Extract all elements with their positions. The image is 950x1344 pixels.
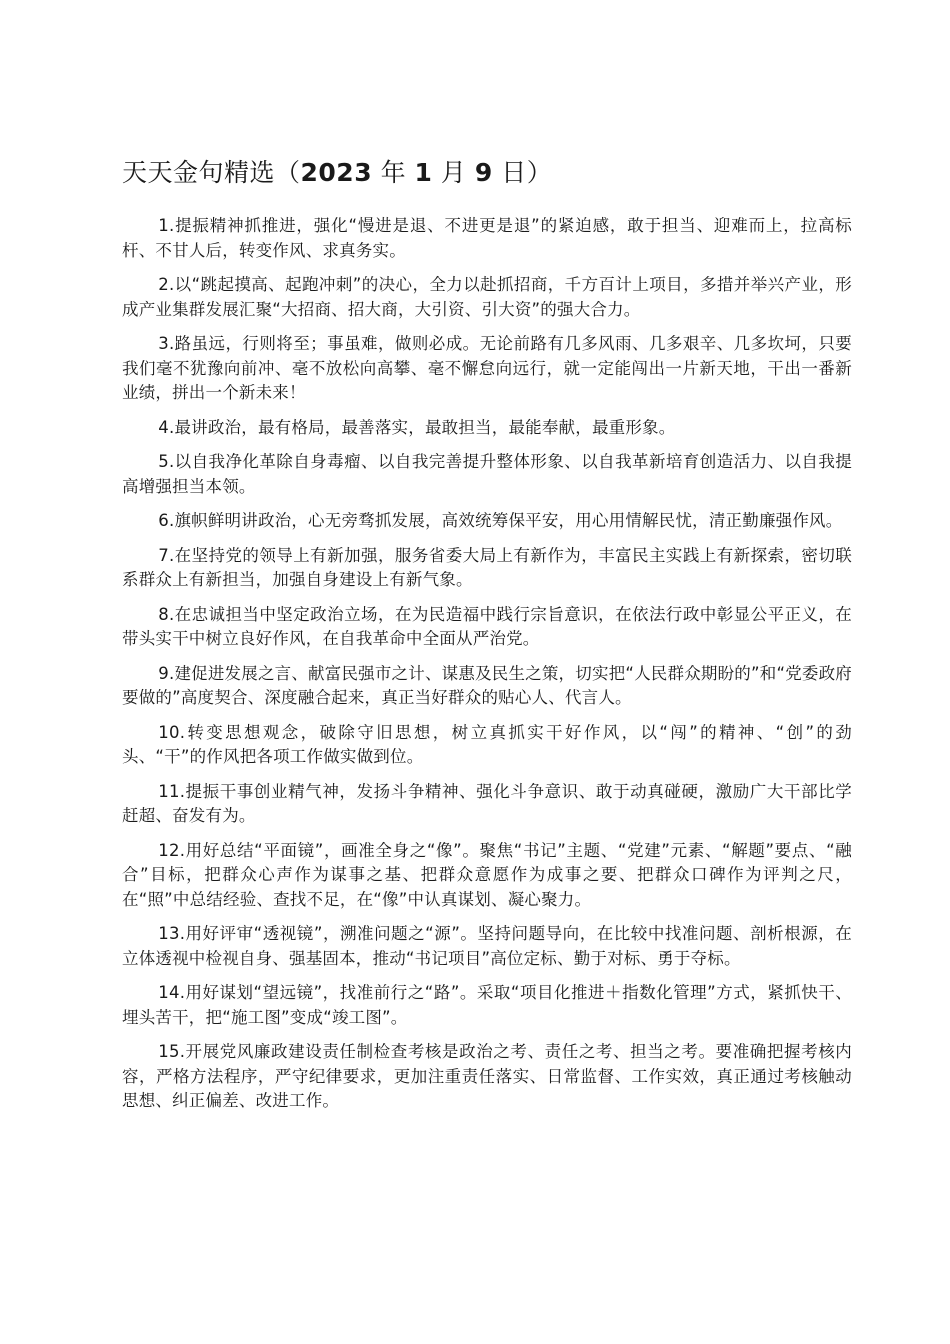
title-month: 1	[414, 158, 433, 187]
title-year: 2023	[300, 158, 373, 187]
quote-item: 3.路虽远，行则将至；事虽难，做则必成。无论前路有几多风雨、几多艰辛、几多坎坷，只要我们毫不犹豫向前冲、毫不放松向高攀、毫不懈怠向远行，就一定能闯出一片新天地，干出一番新业绩，拼出一个新未来！	[122, 334, 852, 402]
quote-item: 12.用好总结“平面镜”，画准全身之“像”。聚焦“书记”主题、“党建”元素、“解题”要点、“融合”目标，把群众心声作为谋事之基、把群众意愿作为成事之要、把群众口碑作为评判之尺，在“照”中总结经验、查找不足，在“像”中认真谋划、凝心聚力。	[122, 840, 852, 909]
title-day-unit: 日	[501, 158, 527, 187]
title-day: 9	[474, 158, 493, 187]
quote-item: 15.开展党风廉政建设责任制检查考核是政治之考、责任之考、担当之考。要准确把握考核内容，严格方法程序，严守纪律要求，更加注重责任落实、日常监督、工作实效，真正通过考核触动思想、纠正偏差、改进工作。	[122, 1042, 852, 1110]
quote-item: 9.建促进发展之言、献富民强市之计、谋惠及民生之策，切实把“人民群众期盼的”和“党委政府要做的”高度契合、深度融合起来，真正当好群众的贴心人、代言人。	[122, 663, 852, 707]
quote-item: 5.以自我净化革除自身毒瘤、以自我完善提升整体形象、以自我革新培育创造活力、以自我提高增强担当本领。	[122, 452, 852, 496]
quote-item: 11.提振干事创业精气神，发扬斗争精神、强化斗争意识、敢于动真碰硬，激励广大干部比学赶超、奋发有为。	[122, 781, 852, 825]
quote-item: 14.用好谋划“望远镜”，找准前行之“路”。采取“项目化推进＋指数化管理”方式，紧抓快干、埋头苦干，把“施工图”变成“竣工图”。	[122, 983, 852, 1027]
title-suffix: ）	[526, 158, 553, 187]
quote-item: 6.旗帜鲜明讲政治，心无旁骛抓发展，高效统筹保平安，用心用情解民忧，清正勤廉强作风。	[158, 511, 843, 530]
title-prefix: 天天金句精选（	[122, 158, 301, 187]
title-month-unit: 月	[440, 158, 467, 187]
quote-item: 1.提振精神抓推进，强化“慢进是退、不进更是退”的紧迫感，敢于担当、迎难而上，拉高标杆、不甘人后，转变作风、求真务实。	[122, 216, 852, 260]
document-title	[122, 150, 852, 196]
quote-item: 8.在忠诚担当中坚定政治立场，在为民造福中践行宗旨意识，在依法行政中彰显公平正义，在带头实干中树立良好作风，在自我革命中全面从严治党。	[122, 604, 852, 648]
title-year-unit: 年	[380, 158, 407, 187]
quote-item: 4.最讲政治，最有格局，最善落实，最敢担当，最能奉献，最重形象。	[158, 417, 676, 437]
quote-item: 7.在坚持党的领导上有新加强，服务省委大局上有新作为，丰富民主实践上有新探索，密切联系群众上有新担当，加强自身建设上有新气象。	[122, 545, 852, 589]
quote-item: 10.转变思想观念，破除守旧思想，树立真抓实干好作风，以“闯”的精神、“创”的劲头、“干”的作风把各项工作做实做到位。	[122, 722, 852, 766]
quote-list	[122, 214, 852, 1114]
quote-item: 13.用好评审“透视镜”，溯准问题之“源”。坚持问题导向，在比较中找准问题、剖析根源，在立体透视中检视自身、强基固本，推动“书记项目”高位定标、勤于对标、勇于夺标。	[122, 924, 852, 968]
quote-item: 2.以“跳起摸高、起跑冲刺”的决心，全力以赴抓招商，千方百计上项目，多措并举兴产业，形成产业集群发展汇聚“大招商、招大商，大引资、引大资”的强大合力。	[122, 275, 852, 319]
document-page	[122, 150, 852, 1124]
